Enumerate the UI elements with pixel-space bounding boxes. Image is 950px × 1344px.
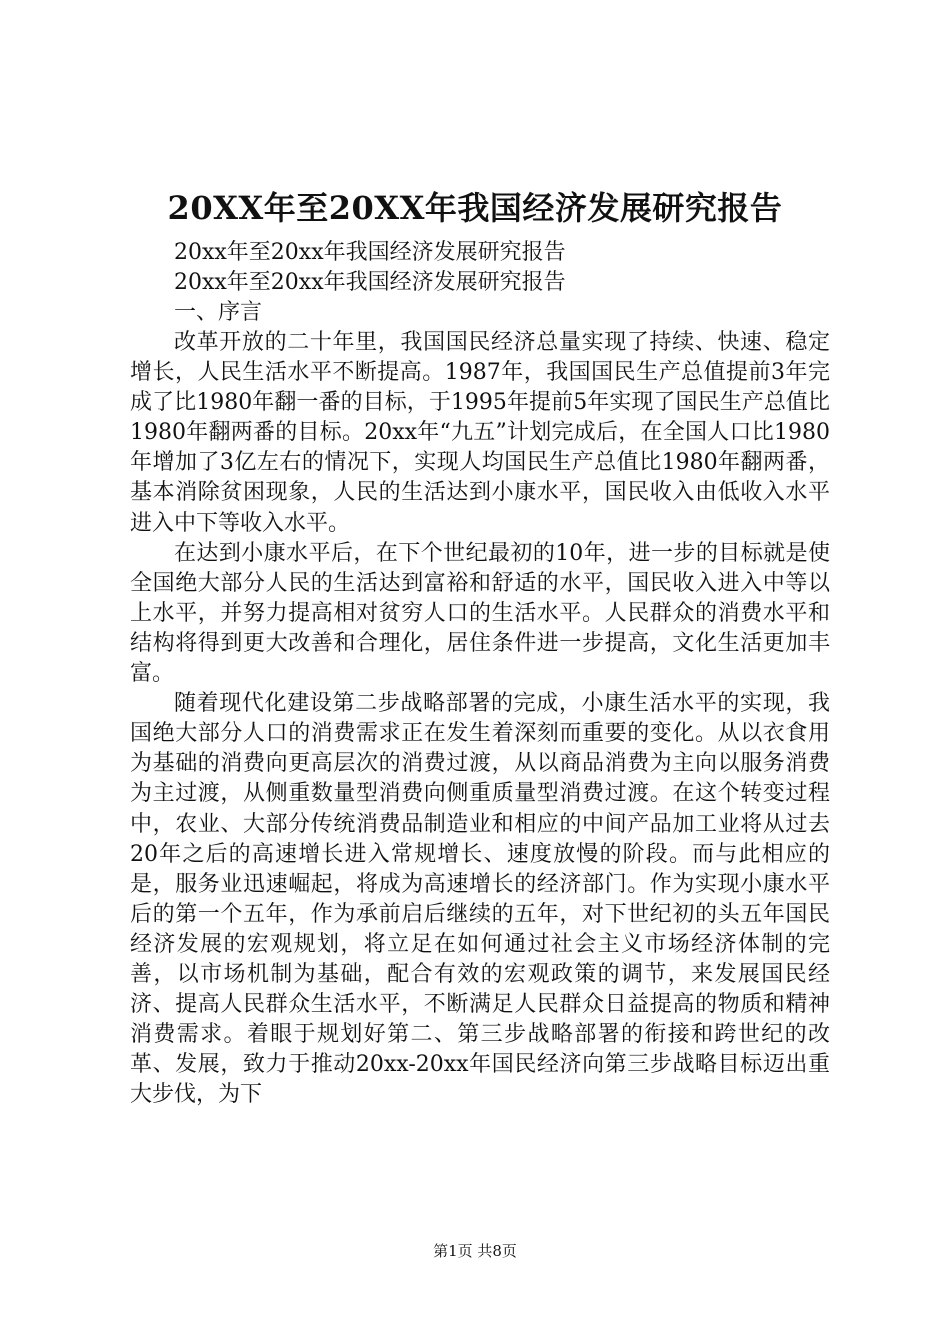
subtitle-line: 20xx年至20xx年我国经济发展研究报告 [174,270,566,295]
page-footer: 第1页 共8页 [433,1242,517,1260]
paragraph: 改革开放的二十年里，我国国民经济总量实现了持续、快速、稳定增长，人民生活水平不断提高。1987年，我国国民生产总值提前3年完成了比1980年翻一番的目标，于1995年提前5年实现了国民生产总值比1980年翻两番的目标。20xx年“九五”计划完成后，在全国人口比1980年增加了3亿左右的情况下，实现人均国民生产总值比1980年翻两番，基本消除贫困现象，人民的生活达到小康水平，国民收入由低收入水平进入中下等收入水平。 [130,330,830,536]
subtitle-line: 20xx年至20xx年我国经济发展研究报告 [174,240,566,265]
document-body [130,238,830,1110]
section-heading: 一、序言 [174,300,263,325]
paragraph: 在达到小康水平后，在下个世纪最初的10年，进一步的目标就是使全国绝大部分人民的生活达到富裕和舒适的水平，国民收入进入中等以上水平，并努力提高相对贫穷人口的生活水平。人民群众的消费水平和结构将得到更大改善和合理化，居住条件进一步提高，文化生活更加丰富。 [130,540,830,687]
paragraph: 随着现代化建设第二步战略部署的完成，小康生活水平的实现，我国绝大部分人口的消费需求正在发生着深刻而重要的变化。从以衣食用为基础的消费向更高层次的消费过渡，从以商品消费为主向以服务消费为主过渡，从侧重数量型消费向侧重质量型消费过渡。在这个转变过程中，农业、大部分传统消费品制造业和相应的中间产品加工业将从过去20年之后的高速增长进入常规增长、速度放慢的阶段。而与此相应的是，服务业迅速崛起，将成为高速增长的经济部门。作为实现小康水平后的第一个五年，作为承前启后继续的五年，对下世纪初的头五年国民经济发展的宏观规划，将立足在如何通过社会主义市场经济体制的完善，以市场机制为基础，配合有效的宏观政策的调节，来发展国民经济、提高人民群众生活水平，不断满足人民群众日益提高的物质和精神消费需求。着眼于规划好第二、第三步战略部署的衔接和跨世纪的改革、发展，致力于推动20xx-20xx年国民经济向第三步战略目标迈出重大步伐，为下 [130,691,830,1108]
document-title: 20XX年至20XX年我国经济发展研究报告 [167,189,783,227]
